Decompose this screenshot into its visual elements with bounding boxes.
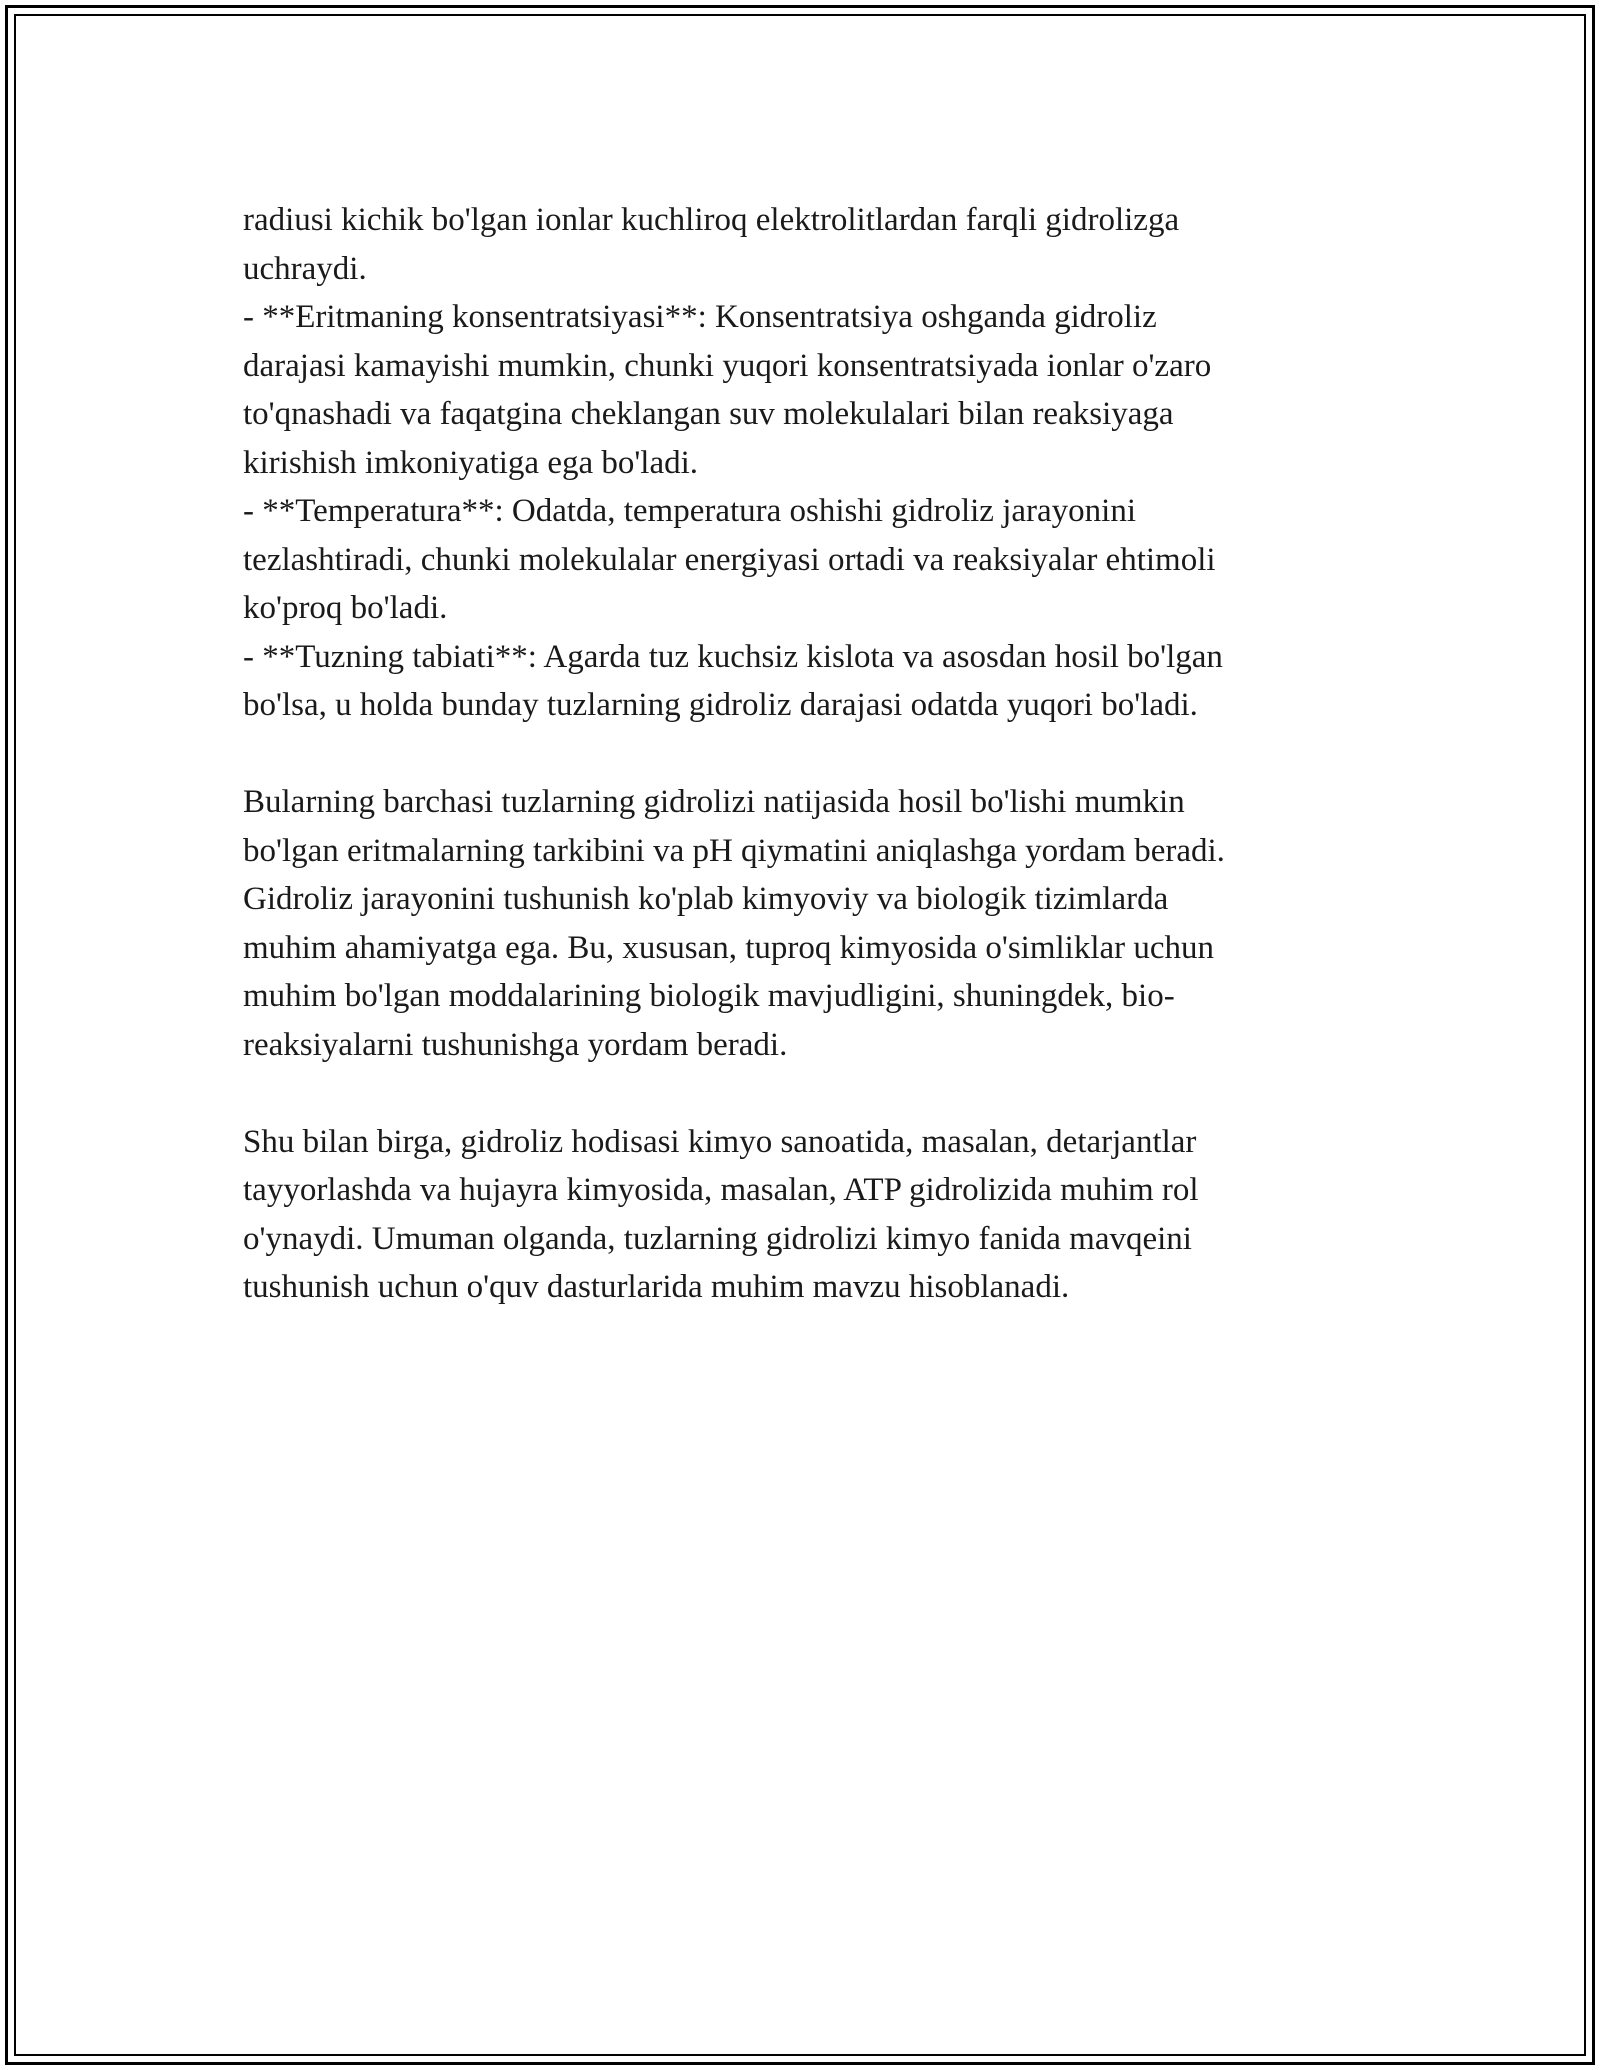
text-line: Gidroliz jarayonini tushunish ko'plab kimyoviy va biologik tizimlarda <box>243 881 1169 917</box>
text-line: to'qnashadi va faqatgina cheklangan suv molekulalari bilan reaksiyaga <box>243 396 1174 432</box>
page-frame <box>5 5 1595 2065</box>
text-line: - **Tuzning tabiati**: Agarda tuz kuchsiz kislota va asosdan hosil bo'lgan <box>243 638 1223 675</box>
paragraph-gap <box>243 1069 1373 1118</box>
text-line: uchraydi. <box>243 250 367 287</box>
text-line: o'ynaydi. Umuman olganda, tuzlarning gidrolizi kimyo fanida mavqeini <box>243 1220 1192 1257</box>
text-line: - **Eritmaning konsentratsiyasi**: Konsentratsiya oshganda gidroliz <box>243 299 1157 335</box>
text-line: tushunish uchun o'quv dasturlarida muhim mavzu hisoblanadi. <box>243 1269 1070 1305</box>
paragraph-2 <box>243 778 1373 1069</box>
text-line: tezlashtiradi, chunki molekulalar energiyasi ortadi va reaksiyalar ehtimoli <box>243 541 1216 578</box>
document-body <box>243 196 1373 1312</box>
text-line: tayyorlashda va hujayra kimyosida, masalan, ATP gidrolizida muhim rol <box>243 1172 1199 1208</box>
text-line: - **Temperatura**: Odatda, temperatura oshishi gidroliz jarayonini <box>243 493 1136 529</box>
text-line: muhim bo'lgan moddalarining biologik mavjudligini, shuningdek, bio- <box>243 978 1175 1014</box>
text-line: muhim ahamiyatga ega. Bu, xususan, tuproq kimyosida o'simliklar uchun <box>243 929 1215 966</box>
text-line: radiusi kichik bo'lgan ionlar kuchliroq elektrolitlardan farqli gidrolizga <box>243 202 1180 238</box>
text-line: kirishish imkoniyatiga ega bo'ladi. <box>243 444 699 481</box>
text-line: bo'lgan eritmalarning tarkibini va pH qiymatini aniqlashga yordam beradi. <box>243 832 1225 869</box>
text-line: Shu bilan birga, gidroliz hodisasi kimyo sanoatida, masalan, detarjantlar <box>243 1123 1197 1160</box>
paragraph-3 <box>243 1118 1373 1312</box>
text-line: darajasi kamayishi mumkin, chunki yuqori konsentratsiyada ionlar o'zaro <box>243 347 1212 384</box>
paragraph-gap <box>243 730 1373 779</box>
paragraph-1 <box>243 196 1373 730</box>
text-line: ko'proq bo'ladi. <box>243 590 448 626</box>
text-line: bo'lsa, u holda bunday tuzlarning gidroliz darajasi odatda yuqori bo'ladi. <box>243 687 1198 723</box>
text-line: Bularning barchasi tuzlarning gidrolizi natijasida hosil bo'lishi mumkin <box>243 784 1185 820</box>
text-line: reaksiyalarni tushunishga yordam beradi. <box>243 1026 788 1063</box>
